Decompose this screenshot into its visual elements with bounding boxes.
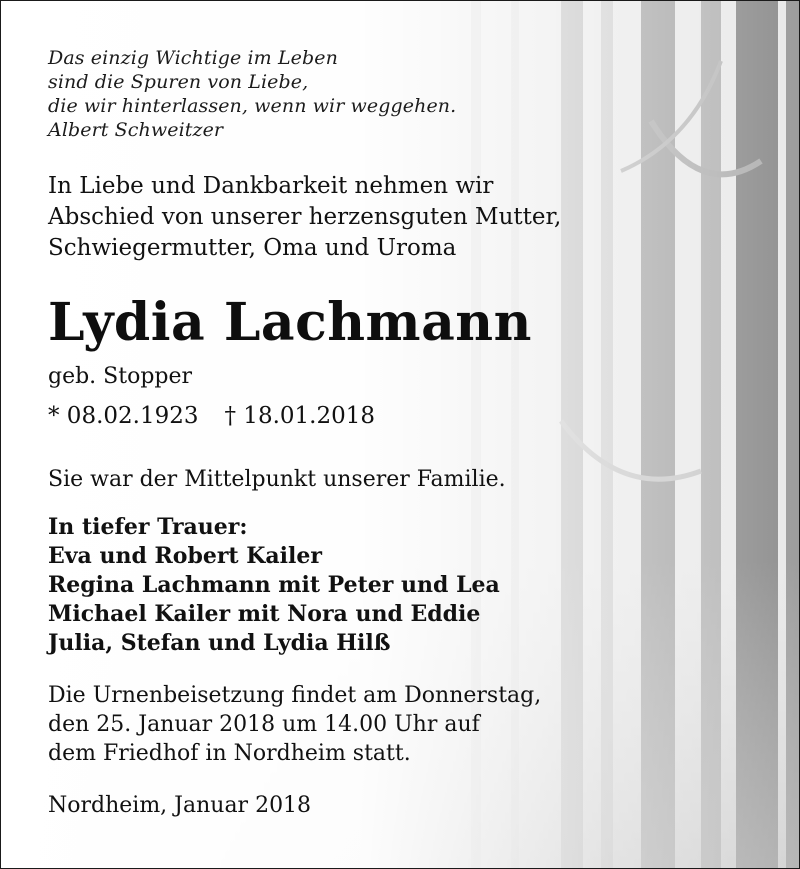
quote-line: Das einzig Wichtige im Leben	[48, 47, 338, 69]
death-date: † 18.01.2018	[224, 403, 375, 429]
intro-line: Abschied von unserer herzensguten Mutter,	[48, 204, 562, 230]
mourner-entry: Eva und Robert Kailer	[48, 543, 322, 569]
life-dates	[48, 401, 375, 431]
birth-name: geb. Stopper	[48, 364, 193, 389]
mourners-heading: In tiefer Trauer:	[48, 514, 248, 540]
burial-line: den 25. Januar 2018 um 14.00 Uhr auf	[48, 712, 480, 737]
tribute-text: Sie war der Mittelpunkt unserer Familie.	[48, 467, 506, 492]
memorial-quote	[48, 46, 456, 142]
mourner-entry: Michael Kailer mit Nora und Eddie	[48, 601, 481, 627]
mourner-entry: Regina Lachmann mit Peter und Lea	[48, 572, 500, 598]
burial-announcement	[48, 681, 541, 768]
quote-author: Albert Schweitzer	[48, 119, 224, 141]
intro-line: In Liebe und Dankbarkeit nehmen wir	[48, 173, 494, 199]
intro-line: Schwiegermutter, Oma und Uroma	[48, 235, 457, 261]
place-and-date: Nordheim, Januar 2018	[48, 793, 312, 818]
quote-line: sind die Spuren von Liebe,	[48, 71, 309, 93]
birth-date: * 08.02.1923	[48, 403, 199, 429]
deceased-name: Lydia Lachmann	[48, 292, 532, 353]
burial-line: dem Friedhof in Nordheim statt.	[48, 741, 411, 766]
burial-line: Die Urnenbeisetzung findet am Donnerstag,	[48, 683, 542, 708]
mourner-entry: Julia, Stefan und Lydia Hilß	[48, 630, 391, 656]
farewell-intro	[48, 171, 561, 264]
quote-line: die wir hinterlassen, wenn wir weggehen.	[48, 95, 457, 117]
mourners-list	[48, 513, 500, 658]
